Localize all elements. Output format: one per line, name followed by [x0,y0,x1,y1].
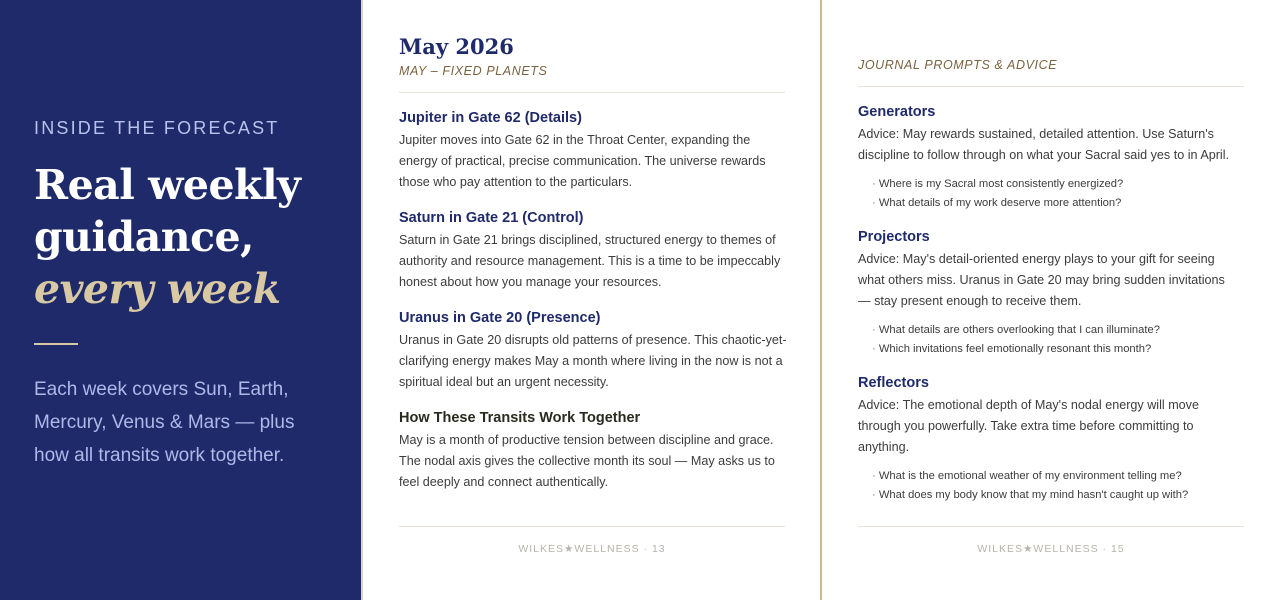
hero-headline-accent: every week [34,265,281,313]
section-body: May is a month of productive tension between discipline and grace. The nodal axis gives the collective month its soul — May asks us to feel deeply and connect authentically. [399,433,775,489]
page-subtitle: JOURNAL PROMPTS & ADVICE [858,58,1244,87]
section-heading: Generators [858,104,936,120]
prompt-item: · What details are others overlooking that I can illuminate? [872,321,1244,340]
page-footer: WILKES★WELLNESS · 15 [858,526,1244,555]
page-right [822,0,1266,600]
journal-prompts [858,175,1244,212]
prompt-item: · What is the emotional weather of my environment telling me? [872,467,1244,486]
journal-prompts [858,321,1244,358]
page-title: May 2026 [399,34,514,59]
section-heading: Reflectors [858,375,929,391]
transit-section-jupiter [399,110,784,193]
section-body: Advice: The emotional depth of May's nodal energy will move through you powerfully. Take extra time before committing to anything. [858,398,1199,454]
page-subtitle: MAY – FIXED PLANETS [399,64,785,93]
advice-section-generators [858,104,1244,212]
advice-section-projectors [858,229,1244,358]
hero-panel [0,0,361,600]
section-heading: How These Transits Work Together [399,410,641,426]
prompt-item: · Where is my Sacral most consistently energized? [872,175,1244,194]
transit-section-uranus [399,310,787,393]
section-heading: Saturn in Gate 21 (Control) [399,210,584,226]
section-heading: Jupiter in Gate 62 (Details) [399,110,582,126]
page-footer: WILKES★WELLNESS · 13 [399,526,785,555]
hero-eyebrow: INSIDE THE FORECAST [34,118,280,138]
section-heading: Uranus in Gate 20 (Presence) [399,310,601,326]
transit-section-summary [399,410,784,493]
journal-prompts [858,467,1244,504]
page-left [363,0,820,600]
section-body: Jupiter moves into Gate 62 in the Throat Center, expanding the energy of practical, precise communication. The universe rewards those who pay attention to the particulars. [399,133,766,189]
prompt-item: · Which invitations feel emotionally resonant this month? [872,340,1244,359]
hero-headline [34,159,327,315]
section-body: Advice: May rewards sustained, detailed attention. Use Saturn's discipline to follow through on what your Sacral said yes to in April. [858,127,1230,162]
hero-headline-line2: guidance, [34,213,254,261]
advice-section-reflectors [858,375,1244,504]
section-body: Saturn in Gate 21 brings disciplined, structured energy to themes of authority and resource management. This is a time to be impeccably honest about how you manage your resources. [399,233,781,289]
transit-section-saturn [399,210,784,293]
prompt-item: · What does my body know that my mind hasn't caught up with? [872,486,1244,505]
section-body: Uranus in Gate 20 disrupts old patterns of presence. This chaotic-yet-clarifying energy makes May a month where living in the now is not a spiritual ideal but an urgent necessity. [399,333,787,389]
hero-divider [34,343,78,345]
section-body: Advice: May's detail-oriented energy plays to your gift for seeing what others miss. Uranus in Gate 20 may bring sudden invitations — stay present enough to receive them. [858,252,1225,308]
prompt-item: · What details of my work deserve more attention? [872,194,1244,213]
hero-headline-line1: Real weekly [34,161,301,209]
hero-blurb: Each week covers Sun, Earth, Mercury, Venus & Mars — plus how all transits work together. [34,379,295,466]
section-heading: Projectors [858,229,930,245]
